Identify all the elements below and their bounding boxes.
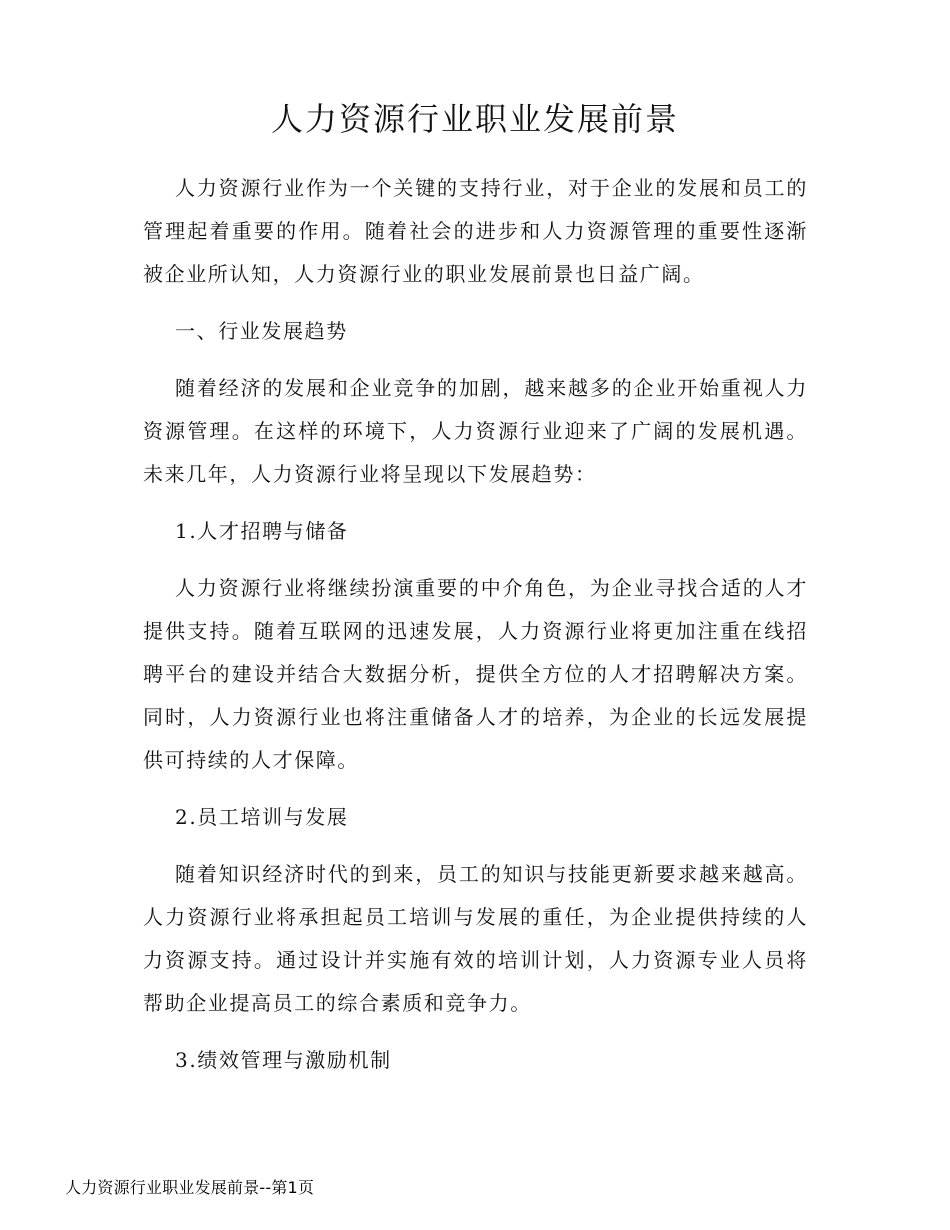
paragraph-gap — [143, 553, 808, 567]
page-footer: 人力资源行业职业发展前景--第1页 — [65, 1178, 315, 1197]
document-body — [143, 167, 808, 1082]
paragraph-gap — [143, 839, 808, 853]
recruitment-paragraph: 人力资源行业将继续扮演重要的中介角色，为企业寻找合适的人才提供支持。随着互联网的迅速发展，人力资源行业将更加注重在线招聘平台的建设并结合大数据分析，提供全方位的人才招聘解决方案。同时，人力资源行业也将注重储备人才的培养，为企业的长远发展提供可持续的人才保障。 — [143, 576, 808, 772]
intro-paragraph: 人力资源行业作为一个关键的支持行业，对于企业的发展和员工的管理起着重要的作用。随着社会的进步和人力资源管理的重要性逐渐被企业所认知，人力资源行业的职业发展前景也日益广阔。 — [143, 176, 808, 286]
training-paragraph: 随着知识经济时代的到来，员工的知识与技能更新要求越来越高。人力资源行业将承担起员工培训与发展的重任，为企业提供持续的人力资源支持。通过设计并实施有效的培训计划，人力资源专业人员将帮助企业提高员工的综合素质和竞争力。 — [143, 862, 808, 1015]
paragraph-gap — [143, 1025, 808, 1039]
paragraph-gap — [143, 782, 808, 796]
paragraph-gap — [143, 496, 808, 510]
subheading-training: 2.员工培训与发展 — [175, 805, 349, 829]
subheading-recruitment: 1.人才招聘与储备 — [175, 519, 349, 543]
section-heading-trends: 一、行业发展趋势 — [175, 319, 348, 343]
document-title: 人力资源行业职业发展前景 — [270, 100, 679, 138]
trends-paragraph: 随着经济的发展和企业竞争的加剧，越来越多的企业开始重视人力资源管理。在这样的环境下，人力资源行业迎来了广阔的发展机遇。未来几年，人力资源行业将呈现以下发展趋势： — [143, 376, 808, 486]
subheading-performance: 3.绩效管理与激励机制 — [175, 1048, 392, 1072]
paragraph-gap — [143, 296, 808, 310]
paragraph-gap — [143, 353, 808, 367]
